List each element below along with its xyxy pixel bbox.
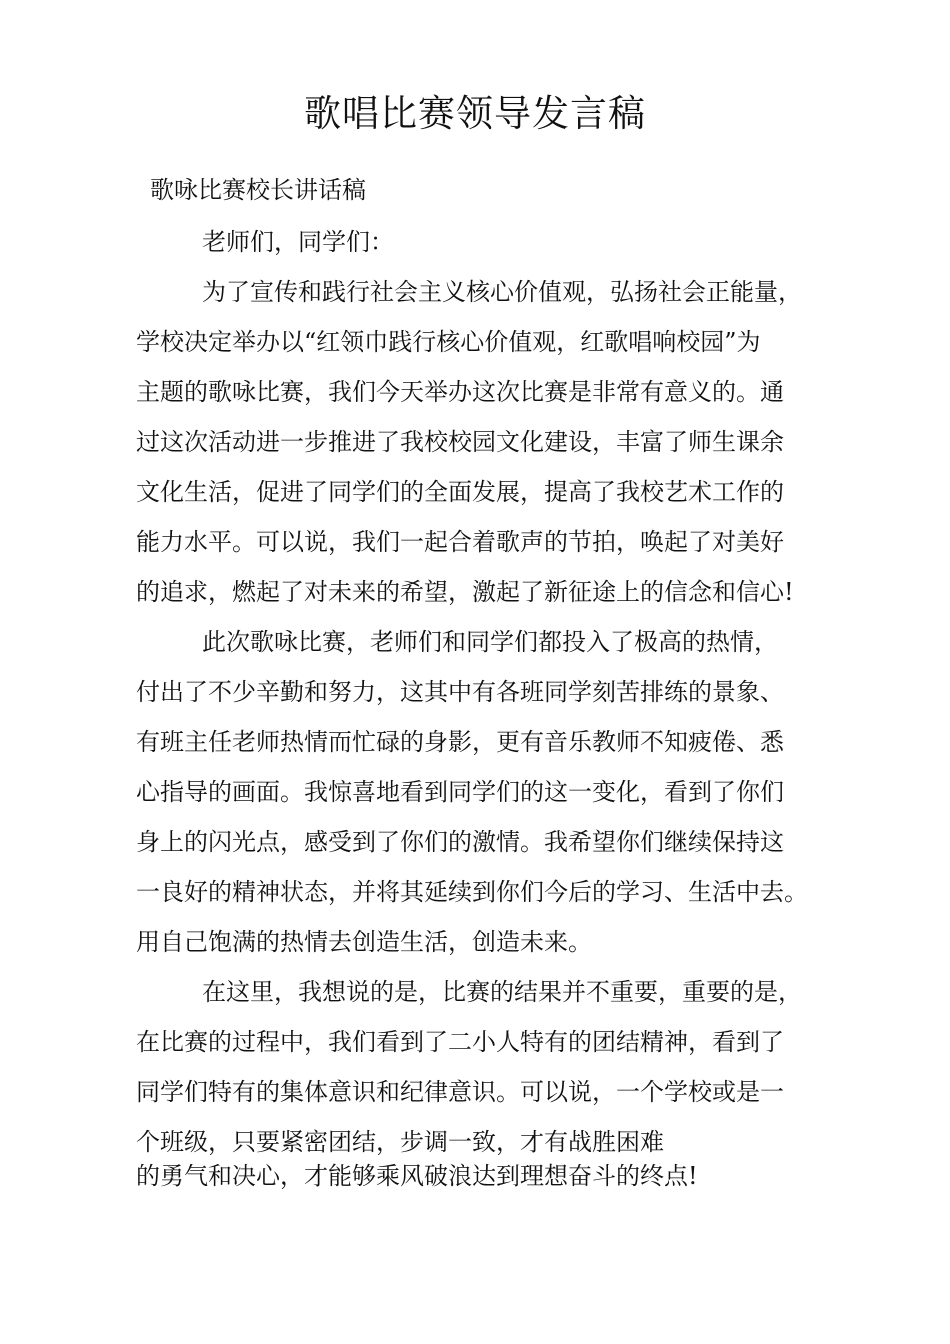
document-title: 歌唱比赛领导发言稿: [304, 92, 646, 135]
paragraph-2-line: 身上的闪光点，感受到了你们的激情。我希望你们继续保持这: [136, 828, 784, 856]
paragraph-2-line: 付出了不少辛勤和努力，这其中有各班同学刻苦排练的景象、: [136, 678, 784, 706]
paragraph-2-line: 一良好的精神状态，并将其延续到你们今后的学习、生活中去。: [136, 878, 808, 906]
paragraph-3-line: 同学们特有的集体意识和纪律意识。可以说，一个学校或是一: [136, 1078, 784, 1106]
paragraph-1-line: 过这次活动进一步推进了我校校园文化建设，丰富了师生课余: [136, 428, 784, 456]
paragraph-2-line: 此次歌咏比赛，老师们和同学们都投入了极高的热情，: [202, 628, 778, 656]
paragraph-2-line: 心指导的画面。我惊喜地看到同学们的这一变化，看到了你们: [136, 778, 784, 806]
paragraph-2-line: 有班主任老师热情而忙碌的身影，更有音乐教师不知疲倦、悉: [136, 728, 784, 756]
paragraph-3-line: 在比赛的过程中，我们看到了二小人特有的团结精神，看到了: [136, 1028, 784, 1056]
paragraph-1-line: 能力水平。可以说，我们一起合着歌声的节拍，唤起了对美好: [136, 528, 784, 556]
paragraph-1-line: 为了宣传和践行社会主义核心价值观，弘扬社会正能量，: [202, 278, 802, 306]
paragraph-3-line: 的勇气和决心，才能够乘风破浪达到理想奋斗的终点!: [136, 1162, 698, 1190]
paragraph-1-line: 主题的歌咏比赛，我们今天举办这次比赛是非常有意义的。通: [136, 378, 784, 406]
paragraph-3-line: 在这里，我想说的是，比赛的结果并不重要，重要的是，: [202, 978, 802, 1006]
salutation: 老师们，同学们：: [202, 228, 394, 256]
paragraph-1-line: 的追求，燃起了对未来的希望，激起了新征途上的信念和信心!: [136, 578, 794, 606]
document-subtitle: 歌咏比赛校长讲话稿: [150, 176, 366, 204]
paragraph-2-line: 用自己饱满的热情去创造生活，创造未来。: [136, 928, 592, 956]
paragraph-3-line: 个班级，只要紧密团结，步调一致，才有战胜困难: [136, 1128, 664, 1156]
paragraph-1-line: 学校决定举办以“红领巾践行核心价值观，红歌唱响校园”为: [136, 328, 761, 356]
paragraph-1-line: 文化生活，促进了同学们的全面发展，提高了我校艺术工作的: [136, 478, 784, 506]
